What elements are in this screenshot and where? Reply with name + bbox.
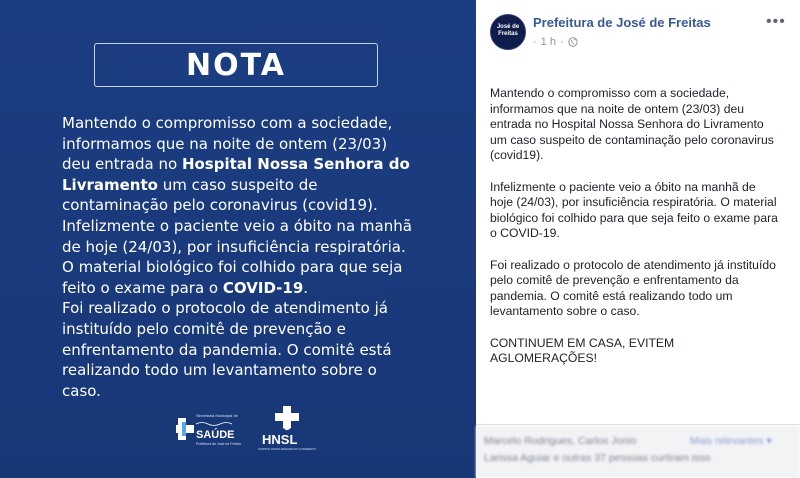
hnsl-logo <box>258 404 316 452</box>
saude-logo <box>176 408 248 448</box>
globe-icon[interactable] <box>568 37 578 47</box>
post-separator-2: · <box>559 36 564 48</box>
post-divider <box>476 424 800 425</box>
sort-comments-dropdown[interactable]: Mais relevantes ▾ <box>690 435 772 447</box>
more-options-icon[interactable]: ••• <box>766 13 786 30</box>
nota-title: NOTA <box>186 47 286 83</box>
comment-names: Marcelo Rodrigues, Carlos Jonio <box>484 435 637 447</box>
logos <box>176 404 326 452</box>
post-paragraph-1: Mantendo o compromisso com a sociedade, informamos que na noite de ontem (23/03) deu entrada no Hospital Nossa Senhora do Livramento um caso suspeito de contaminação pelo coronavirus (covid19). <box>490 86 774 163</box>
nota-paragraph-3: Foi realizado o protocolo de atendimento já instituído pelo comitê de prevenção e enfrentamento da pandemia. O comitê está realizando todo um levantamento sobre o caso. <box>62 299 392 400</box>
comments-preview-blurred <box>476 426 800 478</box>
page-name-link[interactable]: Prefeitura de José de Freitas <box>533 15 711 30</box>
post-time[interactable]: 1 h <box>540 36 556 48</box>
post-separator: · <box>533 36 537 48</box>
post-paragraph-2: Infelizmente o paciente veio a óbito na manhã de hoje (24/03), por insuficiência respiratória. O material biológico foi colhido para que seja feito o exame para o COVID-19. <box>490 179 778 241</box>
nota-title-box <box>94 43 378 87</box>
hnsl-logo-bottom: HOSPITAL NOSSA SENHORA DO LIVRAMENTO <box>258 448 316 451</box>
saude-logo-text: SAÚDE <box>196 429 235 441</box>
nota-body <box>62 113 418 401</box>
post-text <box>490 86 778 367</box>
page-avatar[interactable] <box>490 14 526 50</box>
post-paragraph-3: Foi realizado o protocolo de atendimento já instituído pelo comitê de prevenção e enfrentamento da pandemia. O comitê está realizando todo um levantamento sobre o caso. <box>490 257 776 319</box>
nota-paragraph-2: Infelizmente o paciente veio a óbito na manhã de hoje (24/03), por insuficiência respiratória. O material biológico foi colhido para que seja feito o exame para o COVID-19. <box>62 216 412 297</box>
post-paragraph-4: CONTINUEM EM CASA, EVITEM AGLOMERAÇÕES! <box>490 335 675 366</box>
hnsl-logo-text: HNSL <box>262 432 298 447</box>
saude-logo-top: Secretaria Municipal de <box>196 413 238 418</box>
post-panel <box>476 0 800 478</box>
avatar-text: José de Freitas <box>496 24 520 37</box>
reactions-summary: Larissa Aguiar e outras 37 pessoas curtiram isso <box>484 452 711 464</box>
post-meta <box>533 36 578 48</box>
saude-logo-bottom: Prefeitura de José de Freitas <box>196 442 241 446</box>
nota-paragraph-1: Mantendo o compromisso com a sociedade, informamos que na noite de ontem (23/03) deu entrada no Hospital Nossa Senhora do Livramento um caso suspeito de contaminação pelo coronavirus (covid19). <box>62 114 410 215</box>
